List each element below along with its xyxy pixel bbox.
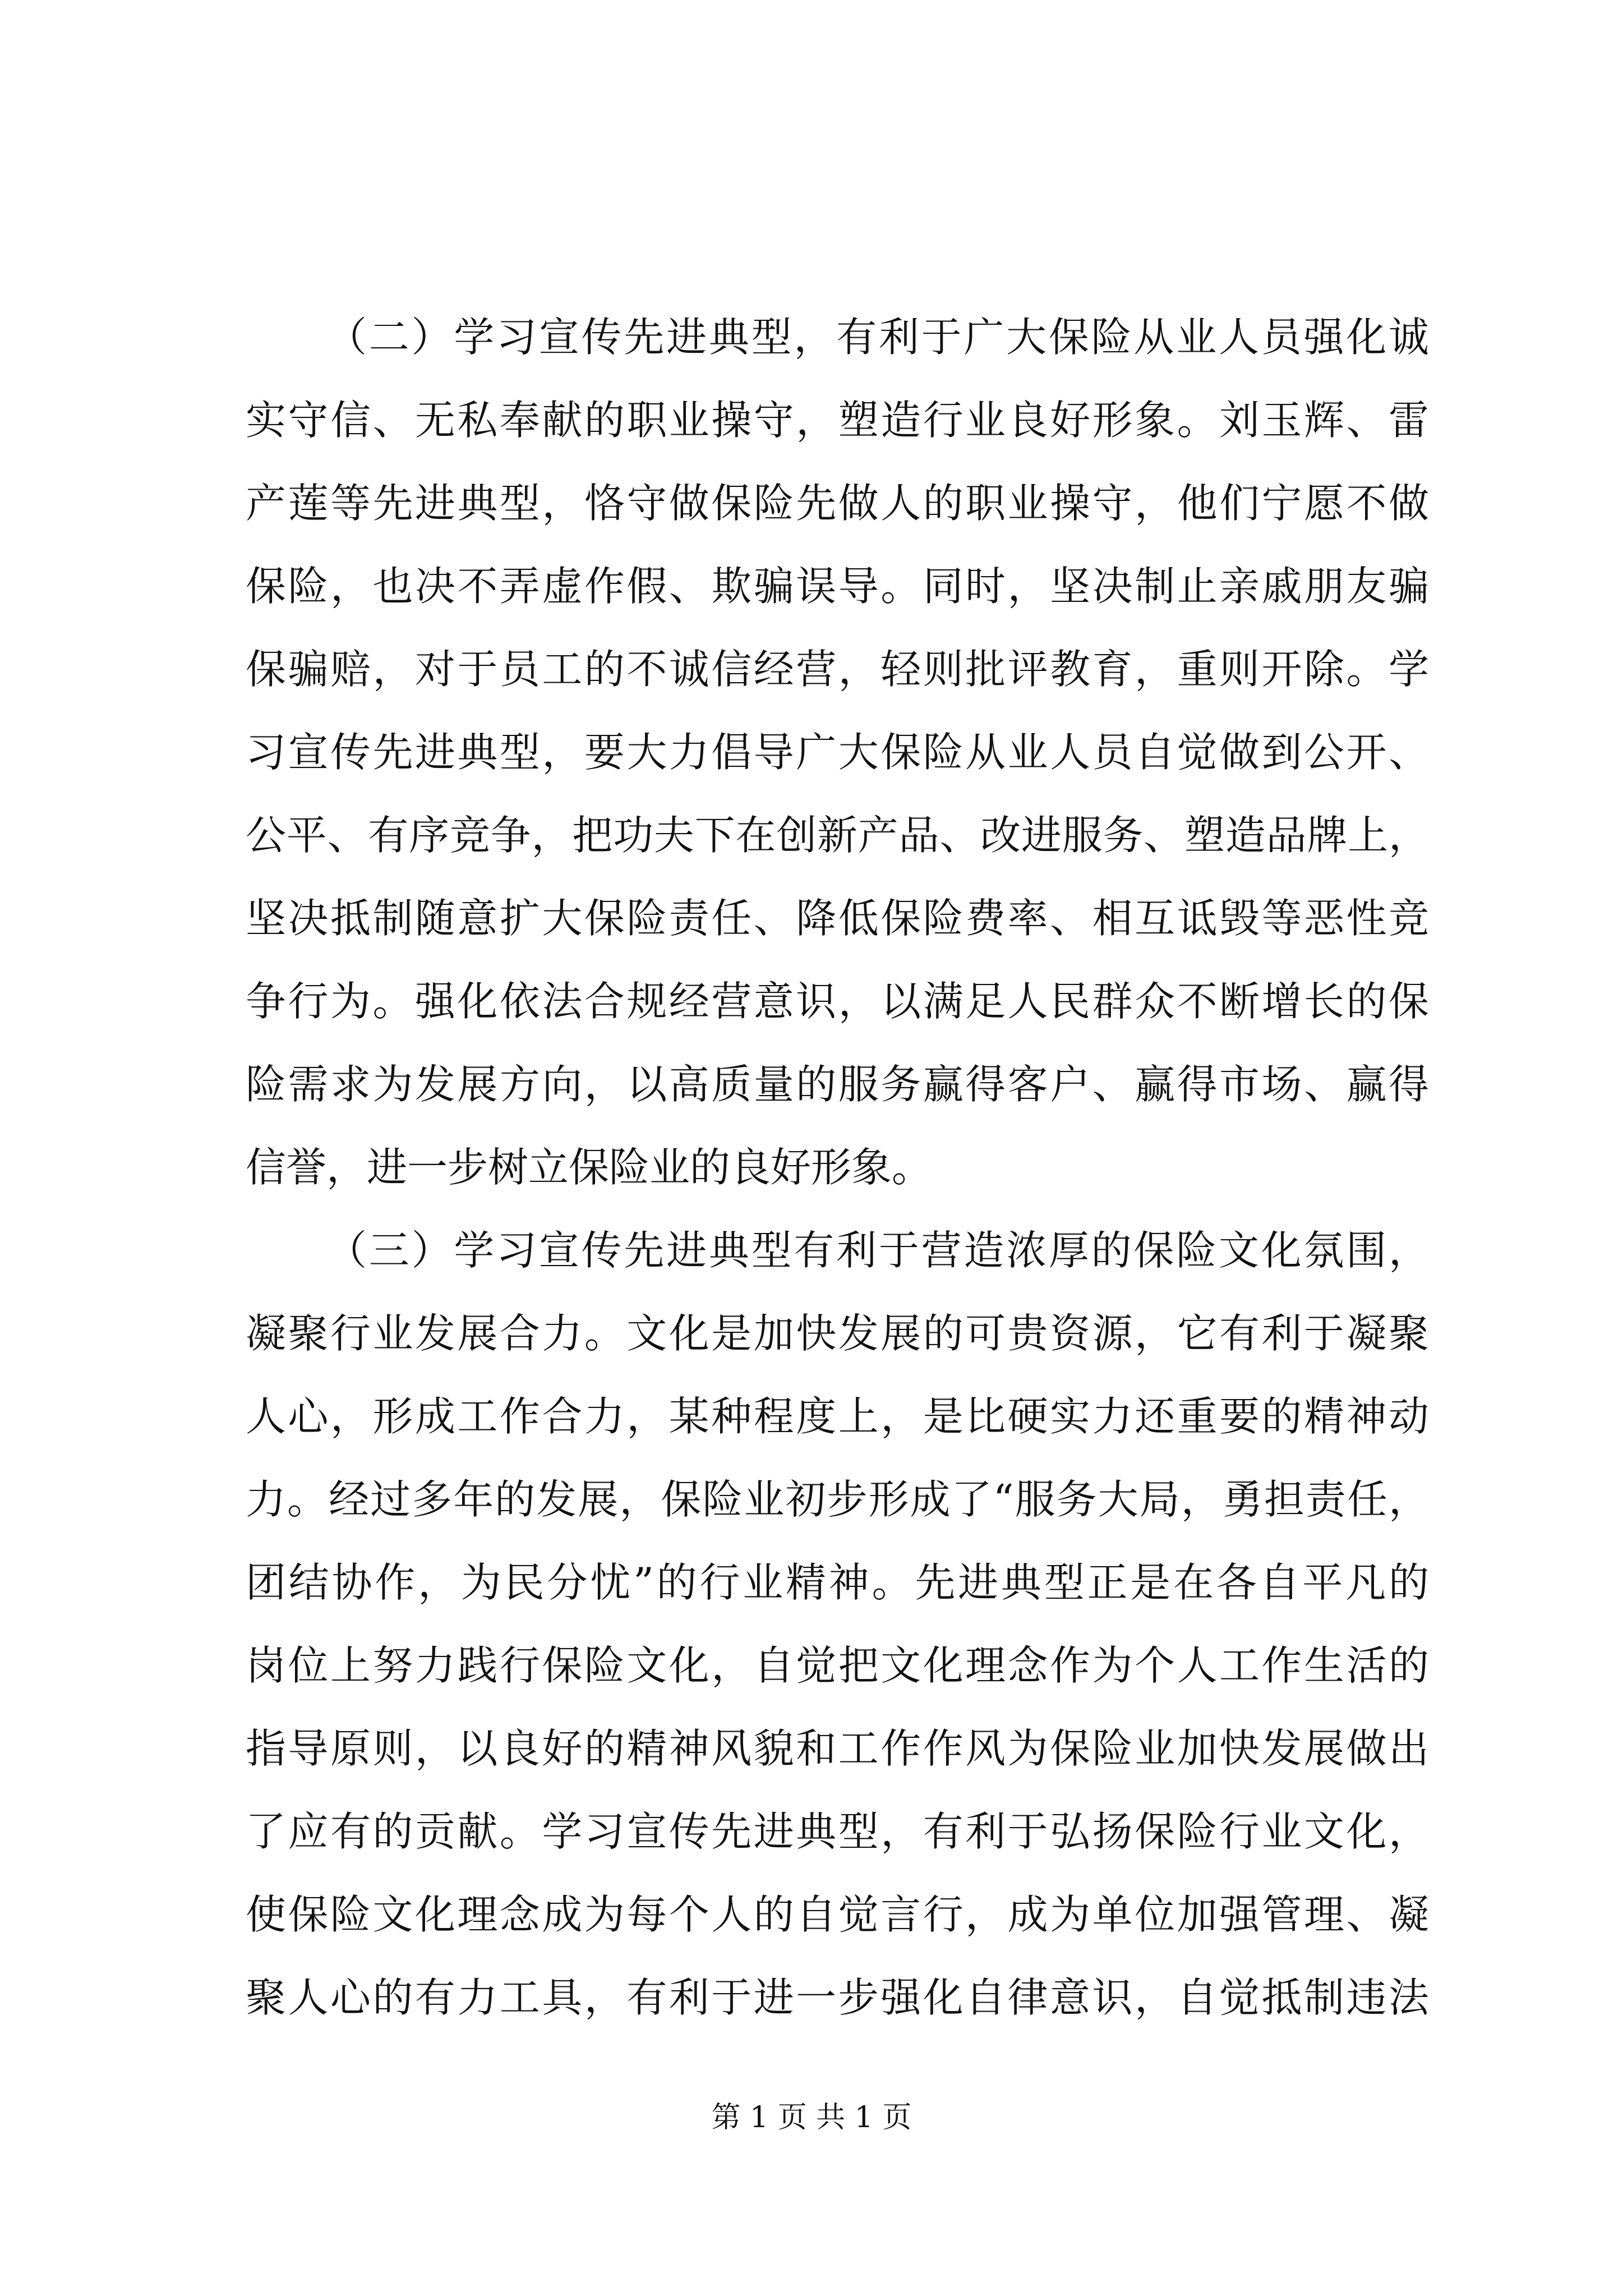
document-body bbox=[246, 296, 1429, 2039]
paragraph-line: （三）学习宣传先进典型有利于营造浓厚的保险文化氛围， bbox=[326, 1227, 1429, 1274]
paragraph-line: （二）学习宣传先进典型，有利于广大保险从业人员强化诚 bbox=[326, 314, 1429, 361]
paragraph-line: 凝聚行业发展合力。文化是加快发展的可贵资源，它有利于凝聚 bbox=[246, 1310, 1429, 1357]
paragraph-line: 岗位上努力践行保险文化，自觉把文化理念作为个人工作生活的 bbox=[246, 1642, 1429, 1689]
paragraph-line: 实守信、无私奉献的职业操守，塑造行业良好形象。刘玉辉、雷 bbox=[246, 397, 1429, 444]
paragraph-line: 使保险文化理念成为每个人的自觉言行，成为单位加强管理、凝 bbox=[246, 1891, 1429, 1938]
paragraph-line: 团结协作，为民分忧”的行业精神。先进典型正是在各自平凡的 bbox=[246, 1559, 1429, 1606]
paragraph-line: 公平、有序竞争，把功夫下在创新产品、改进服务、塑造品牌上， bbox=[246, 812, 1429, 859]
paragraph-line: 指导原则，以良好的精神风貌和工作作风为保险业加快发展做出 bbox=[246, 1725, 1429, 1772]
paragraph-line: 力。经过多年的发展，保险业初步形成了“服务大局，勇担责任， bbox=[246, 1476, 1429, 1523]
paragraph-line: 了应有的贡献。学习宣传先进典型，有利于弘扬保险行业文化， bbox=[246, 1808, 1429, 1855]
paragraph-line: 保险，也决不弄虚作假、欺骗误导。同时，坚决制止亲戚朋友骗 bbox=[246, 563, 1429, 610]
paragraph-line: 信誉，进一步树立保险业的良好形象。 bbox=[246, 1144, 933, 1191]
paragraph-line: 产莲等先进典型，恪守做保险先做人的职业操守，他们宁愿不做 bbox=[246, 480, 1429, 527]
page-number-footer: 第 1 页 共 1 页 bbox=[711, 2101, 912, 2134]
paragraph-line: 聚人心的有力工具，有利于进一步强化自律意识，自觉抵制违法 bbox=[246, 1974, 1429, 2021]
paragraph-line: 保骗赔，对于员工的不诚信经营，轻则批评教育，重则开除。学 bbox=[246, 646, 1429, 693]
paragraph-line: 险需求为发展方向，以高质量的服务赢得客户、赢得市场、赢得 bbox=[246, 1061, 1429, 1108]
paragraph-line: 人心，形成工作合力，某种程度上，是比硬实力还重要的精神动 bbox=[246, 1393, 1429, 1440]
paragraph-line: 习宣传先进典型，要大力倡导广大保险从业人员自觉做到公开、 bbox=[246, 729, 1429, 776]
paragraph-line: 争行为。强化依法合规经营意识，以满足人民群众不断增长的保 bbox=[246, 978, 1429, 1025]
paragraph-line: 坚决抵制随意扩大保险责任、降低保险费率、相互诋毁等恶性竞 bbox=[246, 895, 1429, 942]
